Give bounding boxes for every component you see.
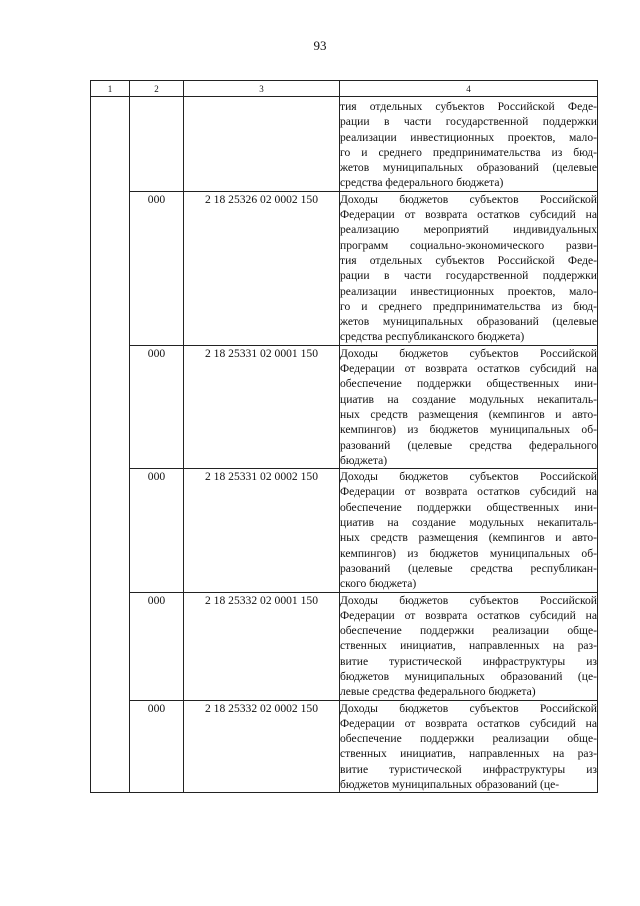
admin-code-cell: 000 xyxy=(130,592,184,700)
description-line: тия отдельных субъектов Российской Феде- xyxy=(340,100,597,113)
description-line: го и среднего предпринимательства из бюд- xyxy=(340,299,597,313)
description-line: левые средства федерального бюджета) xyxy=(340,685,536,699)
description-line: го и среднего предпринимательства из бюд- xyxy=(340,145,597,159)
description-line: реализации инвестиционных проектов, мало- xyxy=(340,284,597,298)
description-line: программ социально-экономического разви- xyxy=(340,238,597,252)
description-line: Доходы бюджетов субъектов Российской xyxy=(340,701,597,715)
description-line: Федерации от возврата остатков субсидий на xyxy=(340,362,597,376)
table-row xyxy=(91,97,598,192)
description-line: реализации инвестиционных проектов, мало- xyxy=(340,130,597,144)
description-line: Доходы бюджетов субъектов Российской xyxy=(340,470,597,484)
description-line: ственных инициатив, направленных на раз- xyxy=(340,639,597,653)
description-line: циатив на создание модульных некапиталь- xyxy=(340,392,597,406)
description-line: кемпингов) из бюджетов муниципальных об- xyxy=(340,423,597,437)
description-line: Федерации от возврата остатков субсидий на xyxy=(340,716,597,730)
description-line: бюджетов муниципальных образований (це- xyxy=(340,669,597,683)
table-row xyxy=(91,345,598,468)
table-row xyxy=(91,191,598,345)
description-line: тия отдельных субъектов Российской Феде- xyxy=(340,253,597,267)
description-line: витие туристической инфраструктуры из xyxy=(340,654,597,668)
description-cell xyxy=(340,469,598,592)
description-line: Доходы бюджетов субъектов Российской xyxy=(340,593,597,607)
admin-code-cell: 000 xyxy=(130,700,184,793)
budget-codes-table xyxy=(90,80,598,793)
table-body xyxy=(91,97,598,793)
budget-code-cell xyxy=(184,97,340,192)
description-line: ных средств размещения (кемпингов и авто- xyxy=(340,531,597,545)
admin-code-cell: 000 xyxy=(130,191,184,345)
budget-code-cell: 2 18 25332 02 0002 150 xyxy=(184,700,340,793)
description-line: кемпингов) из бюджетов муниципальных об- xyxy=(340,546,597,560)
description-line: Федерации от возврата остатков субсидий на xyxy=(340,608,597,622)
table-row xyxy=(91,592,598,700)
budget-code-cell: 2 18 25331 02 0001 150 xyxy=(184,345,340,468)
description-line: жетов муниципальных образований (целевые xyxy=(340,315,597,329)
page-number: 93 xyxy=(313,38,327,53)
description-cell xyxy=(340,592,598,700)
table-row xyxy=(91,469,598,592)
description-line: рации в части государственной поддержки xyxy=(340,269,597,283)
description-line: бюджетов муниципальных образований (це- xyxy=(340,778,560,792)
description-cell xyxy=(340,700,598,793)
description-line: Доходы бюджетов субъектов Российской xyxy=(340,346,597,360)
description-line: бюджета) xyxy=(340,453,388,467)
description-line: рации в части государственной поддержки xyxy=(340,115,597,129)
description-cell xyxy=(340,97,598,192)
description-line: обеспечение поддержки реализации обще- xyxy=(340,732,597,746)
description-line: средства республиканского бюджета) xyxy=(340,330,525,344)
admin-code-cell: 000 xyxy=(130,345,184,468)
description-line: обеспечение поддержки реализации обще- xyxy=(340,624,597,638)
column-header-1: 1 xyxy=(91,81,130,97)
description-line: разований (целевые средства республикан- xyxy=(340,561,597,575)
column-header-4: 4 xyxy=(340,81,598,97)
description-line: витие туристической инфраструктуры из xyxy=(340,762,597,776)
column-header-3: 3 xyxy=(184,81,340,97)
description-cell xyxy=(340,191,598,345)
description-line: реализацию мероприятий индивидуальных xyxy=(340,223,597,237)
description-line: ского бюджета) xyxy=(340,577,417,591)
description-line: Федерации от возврата остатков субсидий на xyxy=(340,485,597,499)
description-cell xyxy=(340,345,598,468)
description-line: обеспечение поддержки общественных ини- xyxy=(340,500,597,514)
admin-code-cell: 000 xyxy=(130,469,184,592)
description-line: циатив на создание модульных некапиталь- xyxy=(340,516,597,530)
description-line: обеспечение поддержки общественных ини- xyxy=(340,377,597,391)
table-header-row xyxy=(91,81,598,97)
budget-code-cell: 2 18 25331 02 0002 150 xyxy=(184,469,340,592)
description-line: средства федерального бюджета) xyxy=(340,176,504,190)
budget-code-cell: 2 18 25332 02 0001 150 xyxy=(184,592,340,700)
description-line: Доходы бюджетов субъектов Российской xyxy=(340,192,597,206)
budget-code-cell: 2 18 25326 02 0002 150 xyxy=(184,191,340,345)
table-row xyxy=(91,700,598,793)
number-column-cell xyxy=(91,97,130,793)
description-line: ных средств размещения (кемпингов и авто- xyxy=(340,407,597,421)
column-header-2: 2 xyxy=(130,81,184,97)
description-line: жетов муниципальных образований (целевые xyxy=(340,161,597,175)
description-line: Федерации от возврата остатков субсидий на xyxy=(340,208,597,222)
description-line: ственных инициатив, направленных на раз- xyxy=(340,747,597,761)
admin-code-cell xyxy=(130,97,184,192)
description-line: разований (целевые средства федерального xyxy=(340,438,597,452)
